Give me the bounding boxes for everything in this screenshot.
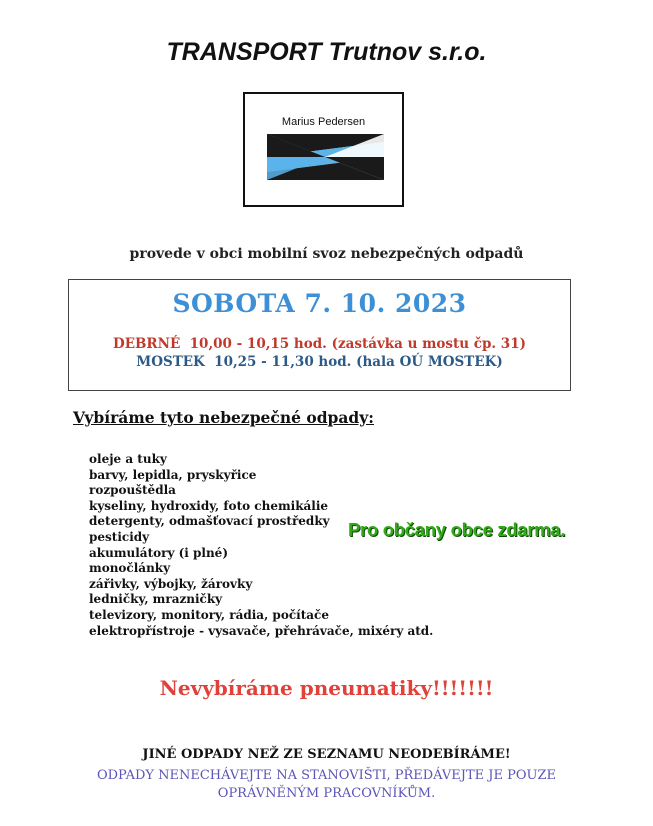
free-for-citizens-note: Pro občany obce zdarma. xyxy=(348,519,566,540)
list-item: elektropřístroje - vysavače, přehrávače, mixéry atd. xyxy=(89,623,434,638)
list-item: akumulátory (i plné) xyxy=(89,545,228,560)
list-item: ledničky, mrazničky xyxy=(89,592,223,607)
no-tires-warning: Nevybíráme pneumatiky!!!!!!! xyxy=(159,676,494,700)
footer-warning: JINÉ ODPADY NEŽ ZE SEZNAMU NEODEBÍRÁME! xyxy=(142,747,511,762)
list-item: zářivky, výbojky, žárovky xyxy=(89,576,253,591)
waste-list xyxy=(89,452,433,639)
location-mostek: MOSTEK 10,25 - 11,30 hod. (hala OÚ MOSTEK) xyxy=(136,354,503,370)
list-item: pesticidy xyxy=(89,529,150,544)
list-item: barvy, lepidla, pryskyřice xyxy=(89,467,257,482)
footer-line-3: OPRÁVNĚNÝM PRACOVNÍKŮM. xyxy=(217,786,436,801)
waste-list-heading: Vybíráme tyto nebezpečné odpady: xyxy=(73,408,374,427)
list-item: kyseliny, hydroxidy, foto chemikálie xyxy=(89,498,329,513)
list-item: rozpouštědla xyxy=(89,483,176,498)
company-title: TRANSPORT Trutnov s.r.o. xyxy=(166,38,487,66)
list-item: televizory, monitory, rádia, počítače xyxy=(89,607,329,622)
list-item: detergenty, odmašťovací prostředky xyxy=(89,514,330,529)
footer-line-2: ODPADY NENECHÁVEJTE NA STANOVIŠTI, PŘEDÁVEJTE JE POUZE xyxy=(96,768,557,783)
company-logo xyxy=(243,92,404,207)
marius-pedersen-logo-icon xyxy=(267,134,384,180)
list-item: oleje a tuky xyxy=(89,452,167,466)
list-item: monočlánky xyxy=(89,561,171,576)
footer-instructions xyxy=(0,767,653,803)
event-date: SOBOTA 7. 10. 2023 xyxy=(172,289,467,318)
location-debrne: DEBRNÉ 10,00 - 10,15 hod. (zastávka u mostu čp. 31) xyxy=(113,336,526,352)
intro-text: provede v obci mobilní svoz nebezpečných odpadů xyxy=(129,246,524,262)
logo-text: Marius Pedersen xyxy=(281,116,366,128)
